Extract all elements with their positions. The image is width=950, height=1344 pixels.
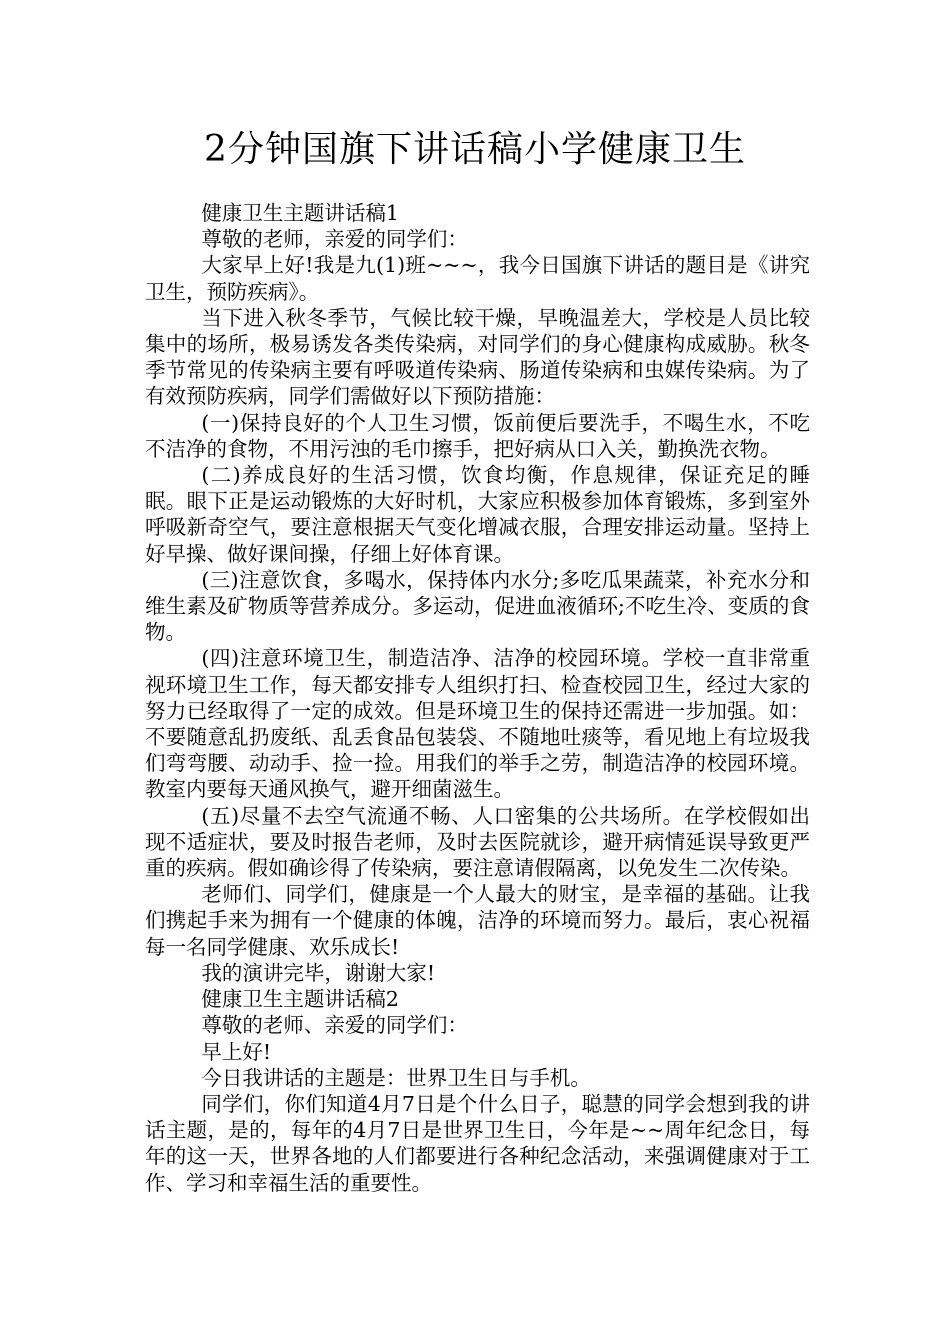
paragraph: 大家早上好!我是九(1)班~~~，我今日国旗下讲话的题目是《讲究卫生，预防疾病》。 (145, 253, 810, 304)
paragraph: 健康卫生主题讲话稿1 (201, 201, 399, 225)
paragraph: 当下进入秋冬季节，气候比较干燥，早晚温差大，学校是人员比较集中的场所，极易诱发各类传染病，对同学们的身心健康构成威胁。秋冬季节常见的传染病主要有呼吸道传染病、肠道传染病和虫媒传染病。为了有效预防疾病，同学们需做好以下预防措施： (145, 305, 810, 409)
paragraph: (一)保持良好的个人卫生习惯，饭前便后要洗手，不喝生水，不吃不洁净的食物，不用污浊的毛巾擦手，把好病从口入关，勤换洗衣物。 (145, 410, 810, 461)
paragraph: 今日我讲话的主题是：世界卫生日与手机。 (201, 1065, 591, 1090)
paragraph: 健康卫生主题讲话稿2 (201, 987, 399, 1012)
paragraph: (三)注意饮食，多喝水，保持体内水分;多吃瓜果蔬菜，补充水分和维生素及矿物质等营养成分。多运动，促进血液循环;不吃生冷、变质的食物。 (145, 567, 810, 645)
paragraph: 早上好! (201, 1039, 272, 1064)
paragraph: 我的演讲完毕，谢谢大家! (201, 960, 436, 985)
paragraph: 老师们、同学们，健康是一个人最大的财宝，是幸福的基础。让我们携起手来为拥有一个健康的体魄，洁净的环境而努力。最后，衷心祝福每一名同学健康、欢乐成长! (145, 882, 810, 959)
paragraph: (五)尽量不去空气流通不畅、人口密集的公共场所。在学校假如出现不适症状，要及时报告老师，及时去医院就诊，避开病情延误导致更严重的疾病。假如确诊得了传染病，要注意请假隔离，以免发生二次传染。 (145, 803, 810, 881)
paragraph: 同学们，你们知道4月7日是个什么日子，聪慧的同学会想到我的讲话主题，是的，每年的4月7日是世界卫生日，今年是~~周年纪念日，每年的这一天，世界各地的人们都要进行各种纪念活动，来强调健康对于工作、学习和幸福生活的重要性。 (145, 1091, 810, 1195)
paragraph: (四)注意环境卫生，制造洁净、洁净的校园环境。学校一直非常重视环境卫生工作，每天都安排专人组织打扫、检查校园卫生，经过大家的努力已经取得了一定的成效。但是环境卫生的保持还需进一步加强。如：不要随意乱扔废纸、乱丢食品包装袋、不随地吐痰等，看见地上有垃圾我们弯弯腰、动动手、捡一捡。用我们的举手之劳，制造洁净的校园环境。教室内要每天通风换气，避开细菌滋生。 (145, 646, 810, 802)
paragraph: 尊敬的老师，亲爱的同学们： (201, 227, 468, 252)
document-body (145, 200, 810, 1196)
document-title: 2分钟国旗下讲话稿小学健康卫生 (204, 129, 746, 170)
paragraph: 尊敬的老师、亲爱的同学们： (201, 1013, 468, 1038)
paragraph: (二)养成良好的生活习惯，饮食均衡，作息规律，保证充足的睡眠。眼下正是运动锻炼的大好时机，大家应积极参加体育锻炼，多到室外呼吸新奇空气，要注意根据天气变化增减衣服，合理安排运动量。坚持上好早操、做好课间操，仔细上好体育课。 (145, 463, 810, 566)
